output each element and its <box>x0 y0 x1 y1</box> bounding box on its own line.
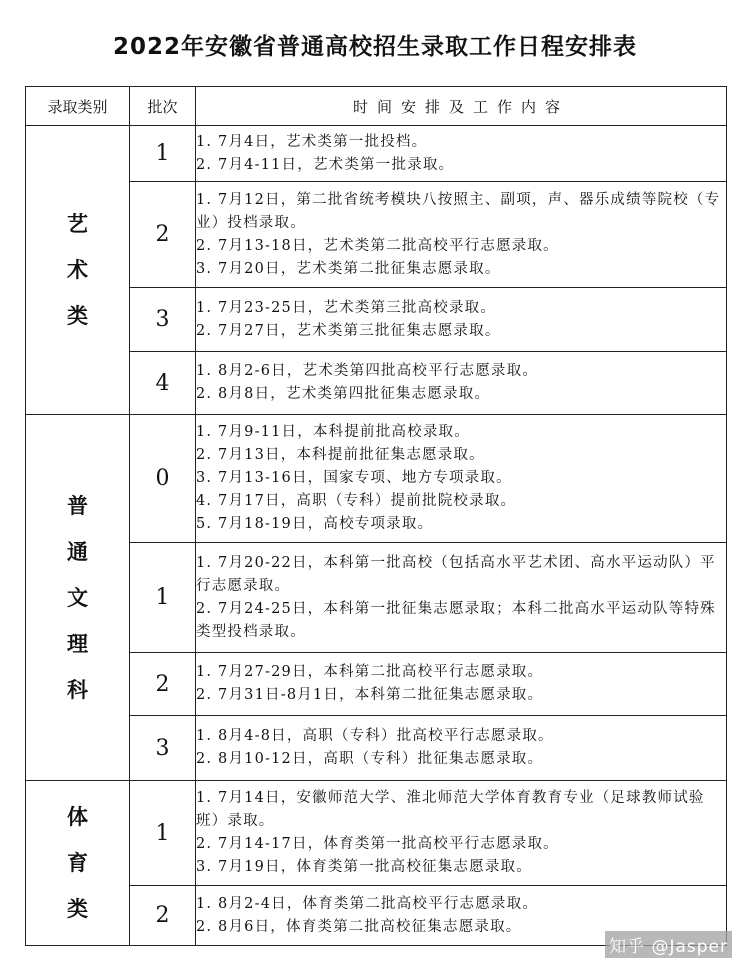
table-row <box>26 653 727 716</box>
schedule-item: 1. 7月20-22日，本科第一批高校（包括高水平艺术团、高水平运动队）平行志愿录取。 <box>196 554 716 594</box>
content-cell <box>196 653 727 716</box>
table-row <box>26 182 727 288</box>
schedule-item: 2. 7月24-25日，本科第一批征集志愿录取；本科二批高水平运动队等特殊类型投档录取。 <box>196 600 716 640</box>
header-content: 时间安排及工作内容 <box>196 87 727 126</box>
header-category: 录取类别 <box>26 87 130 126</box>
batch-cell: 1 <box>130 543 196 653</box>
content-cell <box>196 716 727 781</box>
watermark: 知乎 @Jasper <box>605 931 732 958</box>
schedule-table <box>25 86 727 946</box>
content-cell <box>196 352 727 415</box>
schedule-item: 3. 7月20日，艺术类第二批征集志愿录取。 <box>196 260 501 277</box>
schedule-item: 2. 8月10-12日，高职（专科）批征集志愿录取。 <box>196 751 544 767</box>
table-header-row <box>26 87 727 126</box>
table-row <box>26 415 727 543</box>
table-row <box>26 716 727 781</box>
schedule-item: 2. 7月13日，本科提前批征集志愿录取。 <box>196 447 485 463</box>
batch-cell: 1 <box>130 126 196 182</box>
table-row <box>26 781 727 886</box>
page-title: 2022年安徽省普通高校招生录取工作日程安排表 <box>112 34 637 60</box>
schedule-item: 5. 7月18-19日，高校专项录取。 <box>196 516 434 532</box>
batch-cell: 0 <box>130 415 196 543</box>
table-row <box>26 352 727 415</box>
content-cell <box>196 781 727 886</box>
schedule-item: 1. 8月2-6日，艺术类第四批高校平行志愿录取。 <box>196 363 539 379</box>
table-row <box>26 288 727 352</box>
content-cell <box>196 543 727 653</box>
schedule-item: 2. 7月27日，艺术类第三批征集志愿录取。 <box>196 322 501 339</box>
schedule-item: 1. 8月2-4日，体育类第二批高校平行志愿录取。 <box>196 895 539 912</box>
category-label: 艺术类 <box>67 212 88 328</box>
batch-cell: 2 <box>130 182 196 288</box>
batch-cell: 3 <box>130 716 196 781</box>
schedule-item: 1. 7月14日，安徽师范大学、淮北师范大学体育教育专业（足球教师试验班）录取。 <box>196 790 705 829</box>
category-label: 体育类 <box>67 805 88 921</box>
schedule-item: 2. 7月13-18日，艺术类第二批高校平行志愿录取。 <box>196 237 559 254</box>
category-label: 普通文理科 <box>67 493 88 702</box>
schedule-item: 2. 8月8日，艺术类第四批征集志愿录取。 <box>196 386 491 402</box>
schedule-item: 1. 7月27-29日，本科第二批高校平行志愿录取。 <box>196 664 544 680</box>
schedule-item: 3. 7月13-16日，国家专项、地方专项录取。 <box>196 470 512 486</box>
content-cell <box>196 288 727 352</box>
schedule-item: 2. 7月4-11日，艺术类第一批录取。 <box>196 156 455 173</box>
schedule-item: 4. 7月17日，高职（专科）提前批院校录取。 <box>196 493 517 509</box>
schedule-item: 1. 7月12日，第二批省统考模块八按照主、副项，声、器乐成绩等院校（专业）投档录取。 <box>196 191 721 231</box>
batch-cell: 2 <box>130 886 196 946</box>
schedule-item: 1. 7月4日，艺术类第一批投档。 <box>196 133 428 150</box>
table-row <box>26 543 727 653</box>
content-cell <box>196 182 727 288</box>
content-cell <box>196 126 727 182</box>
schedule-item: 2. 8月6日，体育类第二批高校征集志愿录取。 <box>196 918 522 935</box>
batch-cell: 3 <box>130 288 196 352</box>
schedule-item: 1. 7月23-25日，艺术类第三批高校录取。 <box>196 299 497 316</box>
content-cell <box>196 415 727 543</box>
category-cell <box>26 415 130 781</box>
header-batch: 批次 <box>130 87 196 126</box>
schedule-item: 2. 7月31日-8月1日，本科第二批征集志愿录取。 <box>196 687 544 703</box>
batch-cell: 1 <box>130 781 196 886</box>
category-cell <box>26 781 130 946</box>
batch-cell: 2 <box>130 653 196 716</box>
schedule-item: 2. 7月14-17日，体育类第一批高校平行志愿录取。 <box>196 836 559 852</box>
schedule-item: 3. 7月19日，体育类第一批高校征集志愿录取。 <box>196 859 532 875</box>
table-row <box>26 126 727 182</box>
schedule-item: 1. 8月4-8日，高职（专科）批高校平行志愿录取。 <box>196 728 554 744</box>
category-cell <box>26 126 130 415</box>
batch-cell: 4 <box>130 352 196 415</box>
schedule-item: 1. 7月9-11日，本科提前批高校录取。 <box>196 424 470 440</box>
